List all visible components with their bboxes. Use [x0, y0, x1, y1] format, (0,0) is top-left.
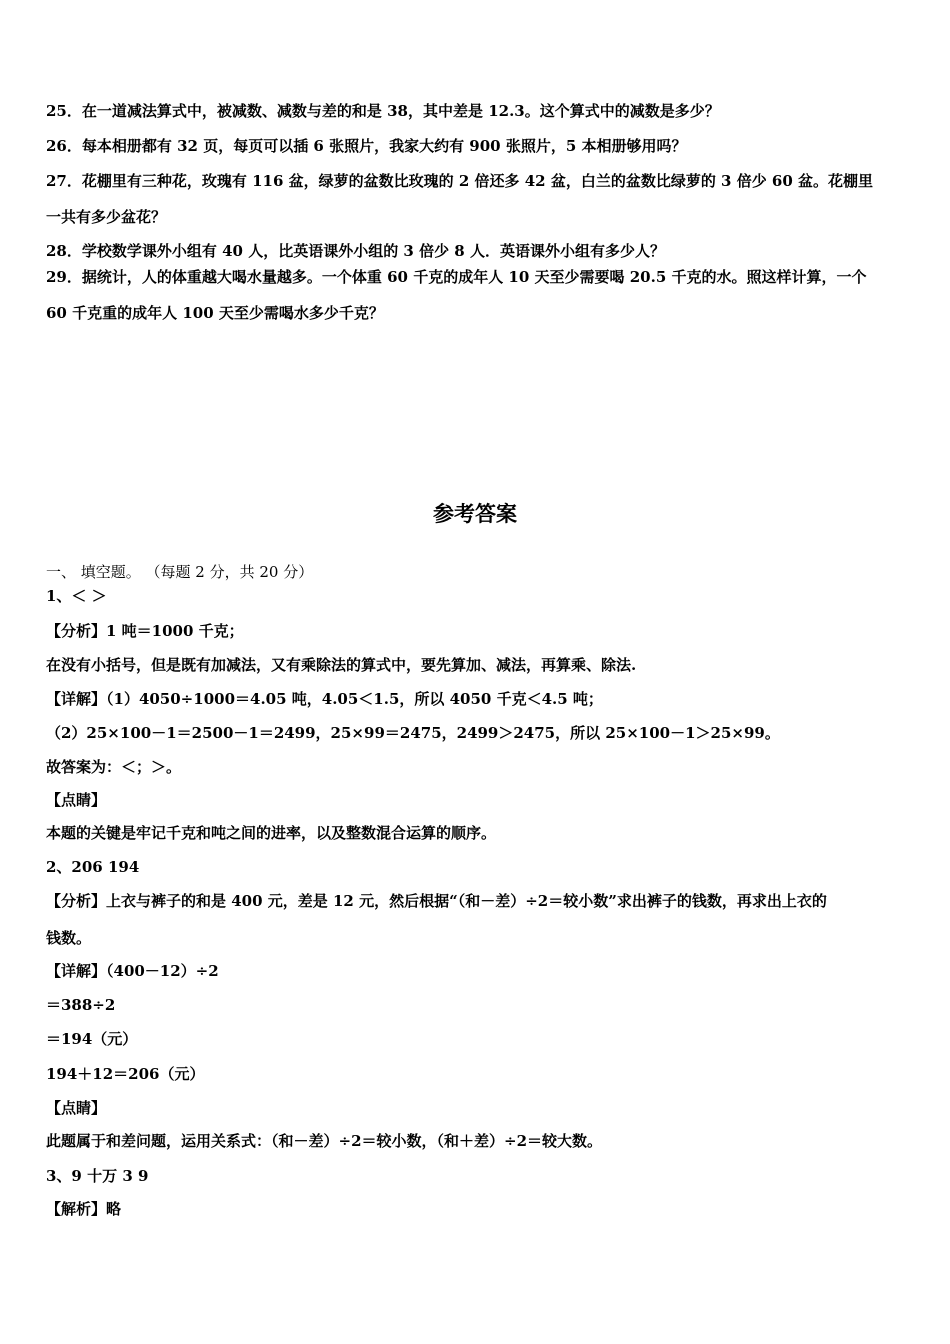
answer-2-step-1: ＝388÷2: [46, 996, 116, 1014]
answer-1-analysis: 【分析】1 吨＝1000 千克；: [46, 622, 244, 640]
answer-title: 参考答案: [433, 502, 517, 526]
question-29: 29．据统计，人的体重越大喝水量越多。一个体重 60 千克的成年人 10 天至少需要喝 20.5 千克的水。照这样计算，一个: [46, 268, 867, 286]
answer-1-tip: 本题的关键是牢记千克和吨之间的进率，以及整数混合运算的顺序。: [46, 824, 497, 842]
question-28: 28．学校数学课外小组有 40 人，比英语课外小组的 3 倍少 8 人．英语课外小组有多少人？: [46, 242, 665, 260]
answer-2-tip: 此题属于和差问题，运用关系式：（和－差）÷2＝较小数，（和＋差）÷2＝较大数。: [46, 1132, 603, 1150]
question-29-cont: 60 千克重的成年人 100 天至少需喝水多少千克？: [46, 304, 384, 322]
answer-1-rule: 在没有小括号，但是既有加减法，又有乘除法的算式中，要先算加、减法，再算乘、除法.: [46, 656, 637, 674]
answer-2-analysis: 【分析】上衣与裤子的和是 400 元，差是 12 元，然后根据“（和－差）÷2＝较小数”求出裤子的钱数，再求出上衣的: [46, 892, 827, 910]
question-27-cont: 一共有多少盆花？: [46, 208, 167, 226]
answer-1-detail-2: （2）25×100－1＝2500－1＝2499，25×99＝2475，2499＞2475，所以 25×100－1＞25×99。: [46, 724, 780, 742]
answer-3-analysis: 【解析】略: [46, 1200, 122, 1218]
answer-1-detail-1: 【详解】（1）4050÷1000＝4.05 吨，4.05＜1.5，所以 4050 千克＜4.5 吨；: [46, 690, 603, 708]
answer-2-analysis-cont: 钱数。: [46, 929, 92, 947]
answer-1-result: 故答案为：＜；＞。: [46, 758, 182, 776]
answer-2-step-3: 194＋12＝206（元）: [46, 1065, 205, 1083]
answer-2-tip-label: 【点睛】: [46, 1099, 107, 1117]
answer-1: 1、＜ ＞: [46, 587, 107, 605]
question-25: 25．在一道减法算式中，被减数、减数与差的和是 38，其中差是 12.3。这个算式中的减数是多少？: [46, 102, 720, 120]
question-27: 27．花棚里有三种花，玫瑰有 116 盆，绿萝的盆数比玫瑰的 2 倍还多 42 盆，白兰的盆数比绿萝的 3 倍少 60 盆。花棚里: [46, 172, 874, 190]
section-header: 一、 填空题。 （每题 2 分，共 20 分）: [46, 563, 314, 581]
question-26: 26．每本相册都有 32 页，每页可以插 6 张照片，我家大约有 900 张照片，5 本相册够用吗？: [46, 137, 687, 155]
answer-2: 2、206 194: [46, 858, 140, 876]
answer-2-step-2: ＝194（元）: [46, 1030, 138, 1048]
answer-3: 3、9 十万 3 9: [46, 1167, 149, 1185]
answer-1-tip-label: 【点睛】: [46, 791, 107, 809]
answer-2-detail: 【详解】（400－12）÷2: [46, 962, 219, 980]
